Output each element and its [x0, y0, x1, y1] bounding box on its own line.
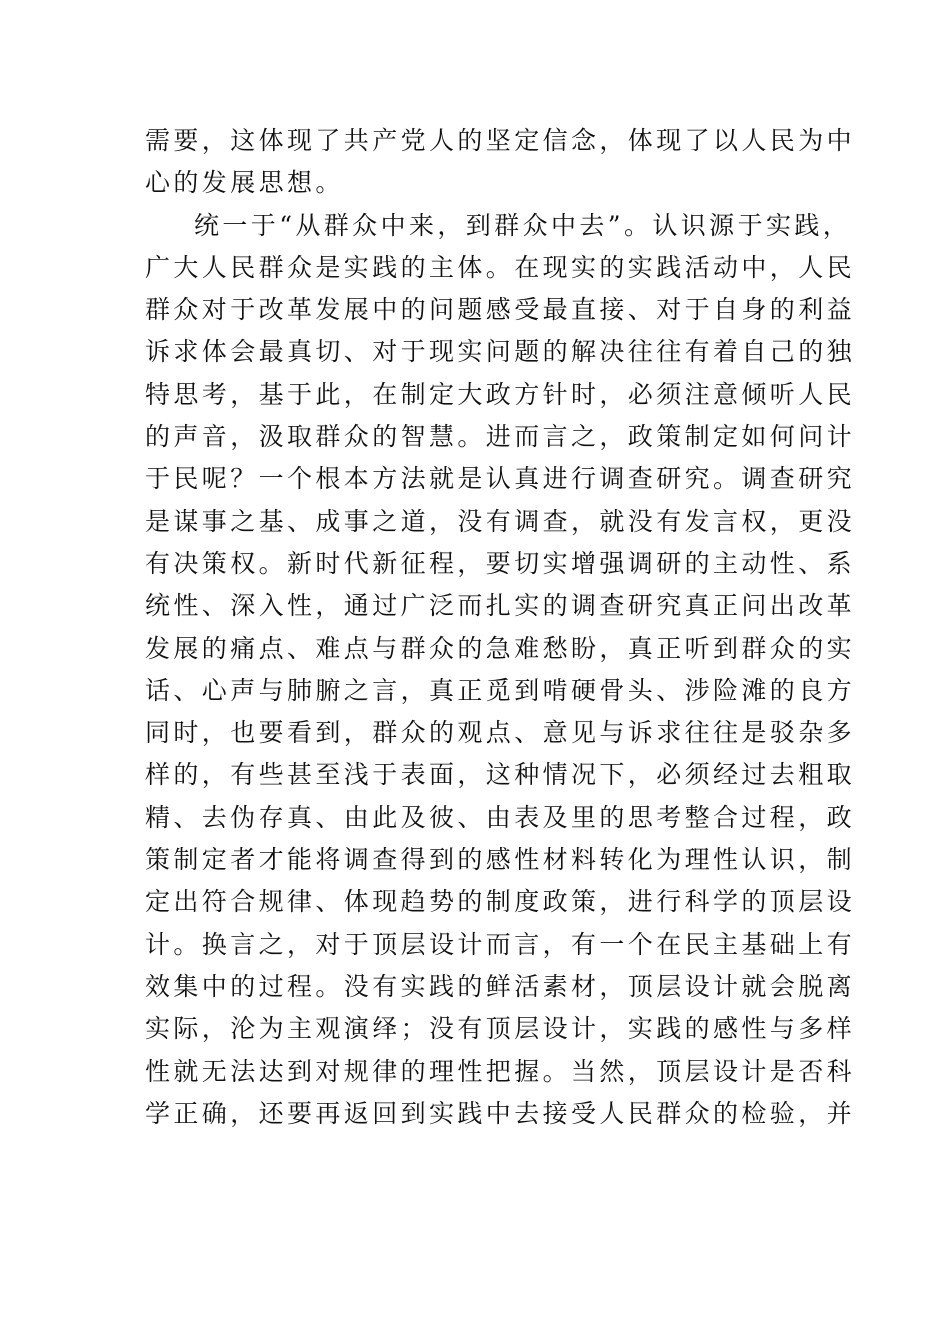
body-text [145, 120, 856, 1135]
text-line: 发展的痛点、难点与群众的急难愁盼，真正听到群众的实 [145, 633, 856, 663]
text-line: 精、去伪存真、由此及彼、由表及里的思考整合过程，政 [145, 802, 856, 832]
text-line: 效集中的过程。没有实践的鲜活素材，顶层设计就会脱离 [145, 971, 856, 1001]
text-line: 群众对于改革发展中的问题感受最直接、对于自身的利益 [145, 295, 856, 325]
text-line: 计。换言之，对于顶层设计而言，有一个在民主基础上有 [145, 929, 856, 959]
text-line: 实际，沦为主观演绎；没有顶层设计，实践的感性与多样 [145, 1014, 856, 1044]
text-line: 于民呢？一个根本方法就是认真进行调查研究。调查研究 [145, 464, 856, 494]
text-line: 心的发展思想。 [145, 168, 344, 198]
text-line: 有决策权。新时代新征程，要切实增强调研的主动性、系 [145, 548, 856, 578]
text-line: 话、心声与肺腑之言，真正觅到啃硬骨头、涉险滩的良方 [145, 675, 856, 705]
text-line: 定出符合规律、体现趋势的制度政策，进行科学的顶层设 [145, 887, 856, 917]
text-line: 需要，这体现了共产党人的坚定信念，体现了以人民为中 [145, 126, 856, 155]
text-line: 是谋事之基、成事之道，没有调查，就没有发言权，更没 [145, 506, 856, 536]
text-line: 特思考，基于此，在制定大政方针时，必须注意倾听人民 [145, 379, 856, 409]
text-line: 统性、深入性，通过广泛而扎实的调查研究真正问出改革 [145, 591, 856, 621]
text-line: 诉求体会最真切、对于现实问题的解决往往有着自己的独 [145, 337, 856, 367]
text-line: 同时，也要看到，群众的观点、意见与诉求往往是驳杂多 [145, 718, 856, 748]
text-line: 广大人民群众是实践的主体。在现实的实践活动中，人民 [145, 252, 856, 282]
text-line: 样的，有些甚至浅于表面，这种情况下，必须经过去粗取 [145, 760, 856, 790]
text-line: 的声音，汲取群众的智慧。进而言之，政策制定如何问计 [145, 422, 856, 452]
text-line: 学正确，还要再返回到实践中去接受人民群众的检验，并 [145, 1098, 856, 1128]
text-line: 性就无法达到对规律的理性把握。当然，顶层设计是否科 [145, 1056, 856, 1086]
text-line: 策制定者才能将调查得到的感性材料转化为理性认识，制 [145, 845, 856, 875]
paragraph-first-line: 统一于“从群众中来，到群众中去”。认识源于实践， [194, 210, 852, 240]
